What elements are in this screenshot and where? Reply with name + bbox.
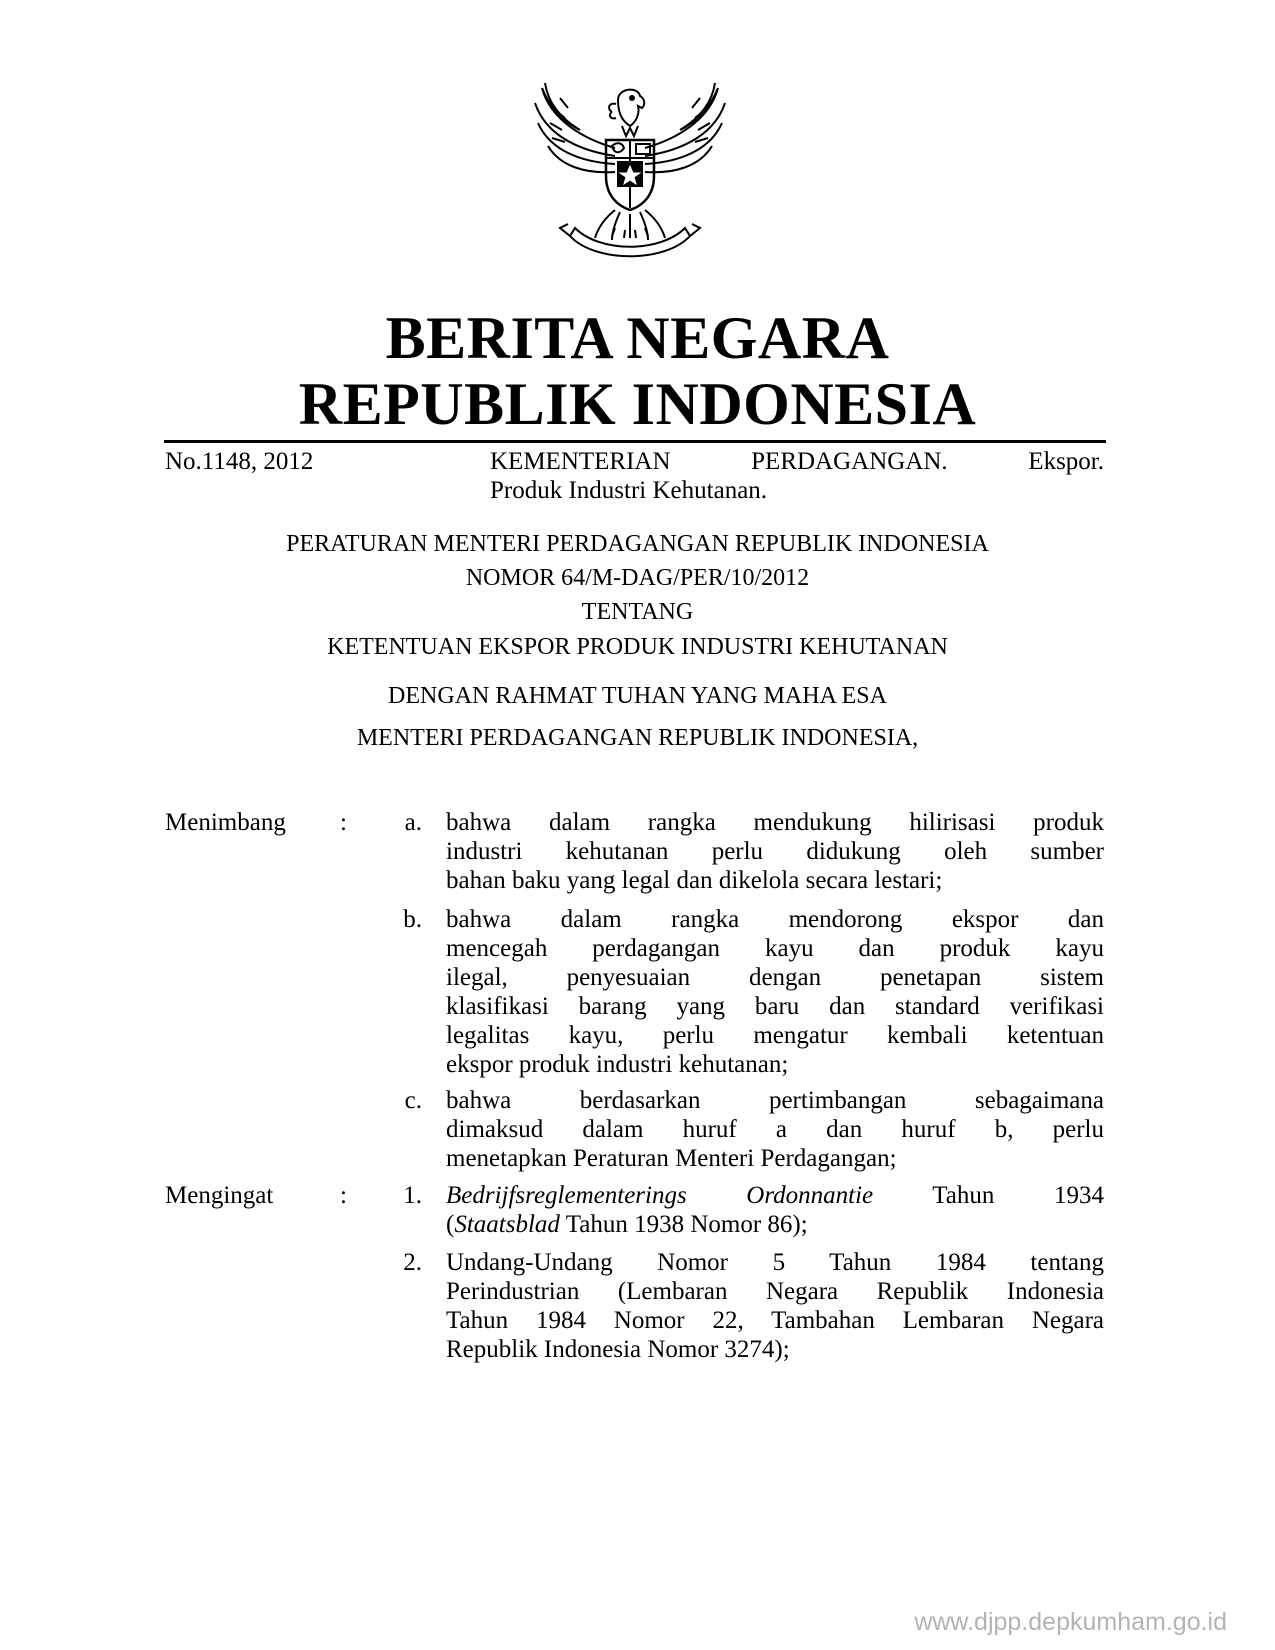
- regulation-number: NOMOR 64/M-DAG/PER/10/2012: [465, 565, 810, 591]
- list-item: [446, 1181, 1104, 1239]
- item-marker: c.: [404, 1087, 422, 1114]
- item-line-rest: Tahun 1938 Nomor 86);: [559, 1211, 808, 1238]
- item-marker: b.: [403, 906, 422, 933]
- item-line: Perindustrian (Lembaran Negara Republik Indonesia: [446, 1278, 1104, 1305]
- item-line: [446, 1181, 1104, 1210]
- item-line: bahwa dalam rangka mendorong ekspor dan: [446, 906, 1104, 933]
- item-line: [446, 1210, 1104, 1239]
- issue-subject-line: Produk Industri Kehutanan.: [490, 477, 768, 504]
- regulation-about: TENTANG: [581, 599, 694, 625]
- item-line: klasifikasi barang yang baru dan standard verifikasi: [446, 993, 1104, 1020]
- regulation-title: PERATURAN MENTERI PERDAGANGAN REPUBLIK INDONESIA: [286, 531, 989, 557]
- masthead-divider: [164, 440, 1106, 443]
- item-marker: a.: [404, 809, 422, 836]
- masthead-title: BERITA NEGARA: [385, 305, 890, 371]
- item-line: menetapkan Peraturan Menteri Perdagangan;: [446, 1145, 897, 1172]
- section-label-menimbang: Menimbang: [165, 809, 286, 836]
- issue-subject-word: Ekspor.: [1028, 448, 1104, 475]
- italic-term: Bedrijfsreglementerings Ordonnantie: [446, 1182, 874, 1209]
- list-item: [446, 1086, 1104, 1173]
- list-item: [446, 1248, 1104, 1364]
- issue-subject: [490, 447, 1104, 505]
- item-marker: 2.: [403, 1249, 422, 1276]
- item-line: Republik Indonesia Nomor 3274);: [446, 1336, 790, 1363]
- issue-subject-word: KEMENTERIAN: [490, 448, 671, 475]
- regulation-issuer: MENTERI PERDAGANGAN REPUBLIK INDONESIA,: [356, 725, 919, 751]
- regulation-invocation: DENGAN RAHMAT TUHAN YANG MAHA ESA: [388, 683, 887, 709]
- item-line: industri kehutanan perlu didukung oleh sumber: [446, 838, 1104, 865]
- section-colon: :: [340, 809, 347, 836]
- item-line: Tahun 1984 Nomor 22, Tambahan Lembaran Negara: [446, 1307, 1104, 1334]
- issue-number: No.1148, 2012: [165, 448, 314, 475]
- item-line: ilegal, penyesuaian dengan penetapan sistem: [446, 964, 1104, 991]
- item-line: bahwa berdasarkan pertimbangan sebagaimana: [446, 1087, 1104, 1114]
- regulation-subject: KETENTUAN EKSPOR PRODUK INDUSTRI KEHUTANAN: [327, 634, 948, 660]
- source-watermark: www.djpp.depkumham.go.id: [914, 1608, 1227, 1636]
- item-line: ekspor produk industri kehutanan;: [446, 1051, 789, 1078]
- masthead-subtitle: REPUBLIK INDONESIA: [298, 371, 977, 437]
- list-item: [446, 905, 1104, 1079]
- item-line: Undang-Undang Nomor 5 Tahun 1984 tentang: [446, 1249, 1104, 1276]
- item-line: mencegah perdagangan kayu dan produk kayu: [446, 935, 1104, 962]
- item-line: legalitas kayu, perlu mengatur kembali ketentuan: [446, 1022, 1104, 1049]
- item-line-rest: Tahun 1934: [873, 1182, 1104, 1209]
- item-line: bahan baku yang legal dan dikelola secara lestari;: [446, 867, 943, 894]
- issue-subject-word: PERDAGANGAN.: [751, 448, 948, 475]
- item-marker: 1.: [403, 1182, 422, 1209]
- italic-term: Staatsblad: [454, 1211, 560, 1238]
- section-colon: :: [340, 1182, 347, 1209]
- garuda-emblem-icon: [520, 78, 740, 278]
- item-line: dimaksud dalam huruf a dan huruf b, perlu: [446, 1116, 1104, 1143]
- section-label-mengingat: Mengingat: [165, 1182, 274, 1209]
- list-item: [446, 808, 1104, 895]
- item-line: bahwa dalam rangka mendukung hilirisasi produk: [446, 809, 1104, 836]
- paren: (: [446, 1211, 455, 1238]
